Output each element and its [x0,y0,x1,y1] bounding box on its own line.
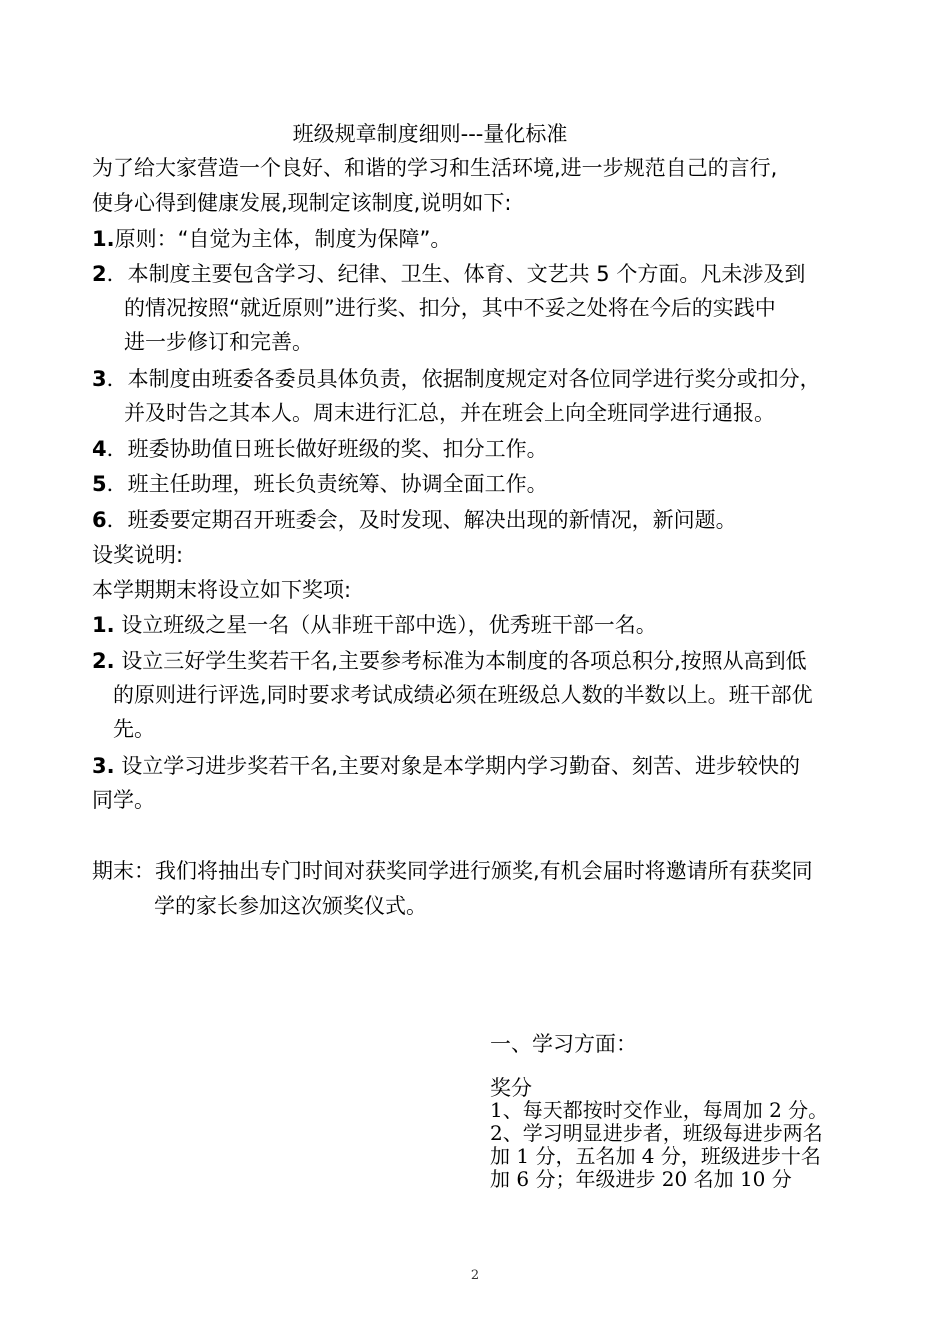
rule-1 [92,224,451,254]
rule-3 [92,364,821,394]
section-line-2: 2、学习明显进步者，班级每进步两名 [490,1121,823,1145]
document-title: 班级规章制度细则---量化标准 [292,122,568,146]
award-number: 3. [92,754,115,778]
rule-number: 6 [92,508,107,532]
section-subheading: 奖分 [490,1076,532,1100]
rule-2-line-3: 进一步修订和完善。 [124,330,313,354]
ending-line-2: 学的家长参加这次颁奖仪式。 [154,894,427,918]
rule-text: ．本制度由班委各委员具体负责，依据制度规定对各位同学进行奖分或扣分， [106,367,821,391]
award-number: 1. [92,613,115,637]
rule-text: ．本制度主要包含学习、纪律、卫生、体育、文艺共 5 个方面。凡未涉及到 [106,262,806,286]
rule-number: 3 [92,367,107,391]
award-2-line-2: 的原则进行评选,同时要求考试成绩必须在班级总人数的半数以上。班干部优 [113,683,813,707]
section-line-3: 加 1 分，五名加 4 分，班级进步十名 [490,1144,821,1168]
rule-6 [92,505,737,535]
section-line-4: 加 6 分；年级进步 20 名加 10 分 [490,1167,792,1191]
award-heading: 设奖说明: [92,543,184,567]
rule-2-line-2: 的情况按照“就近原则”进行奖、扣分，其中不妥之处将在今后的实践中 [124,296,776,320]
rule-number: 2 [92,262,107,286]
award-3-line-2: 同学。 [92,788,155,812]
award-intro: 本学期期末将设立如下奖项: [92,578,352,602]
page-number: 2 [470,1268,480,1283]
intro-line-2: 使身心得到健康发展,现制定该制度,说明如下: [92,191,512,215]
award-3 [92,751,800,781]
award-2 [92,646,807,676]
section-heading: 一、学习方面： [490,1032,637,1056]
rule-text: 原则：“自觉为主体，制度为保障”。 [114,227,452,251]
rule-number: 1. [92,227,115,251]
intro-line-1: 为了给大家营造一个良好、和谐的学习和生活环境,进一步规范自己的言行, [92,156,778,180]
rule-text: ．班委协助值日班长做好班级的奖、扣分工作。 [106,437,548,461]
rule-number: 5 [92,472,107,496]
award-text: 设立班级之星一名（从非班干部中选），优秀班干部一名。 [114,613,657,637]
rule-5 [92,469,548,499]
rule-3-line-2: 并及时告之其本人。周末进行汇总，并在班会上向全班同学进行通报。 [124,401,775,425]
award-2-line-3: 先。 [113,717,155,741]
ending-line-1: 期末：我们将抽出专门时间对获奖同学进行颁奖,有机会届时将邀请所有获奖同 [92,859,813,883]
award-text: 设立三好学生奖若干名,主要参考标准为本制度的各项总积分,按照从高到低 [114,649,807,673]
award-number: 2. [92,649,115,673]
rule-2 [92,259,805,289]
rule-4 [92,434,548,464]
rule-text: ．班主任助理，班长负责统筹、协调全面工作。 [106,472,548,496]
rule-number: 4 [92,437,107,461]
section-line-1: 1、每天都按时交作业，每周加 2 分。 [490,1098,829,1122]
rule-text: ．班委要定期召开班委会，及时发现、解决出现的新情况，新问题。 [106,508,737,532]
award-text: 设立学习进步奖若干名,主要对象是本学期内学习勤奋、刻苦、进步较快的 [114,754,800,778]
award-1 [92,610,657,640]
